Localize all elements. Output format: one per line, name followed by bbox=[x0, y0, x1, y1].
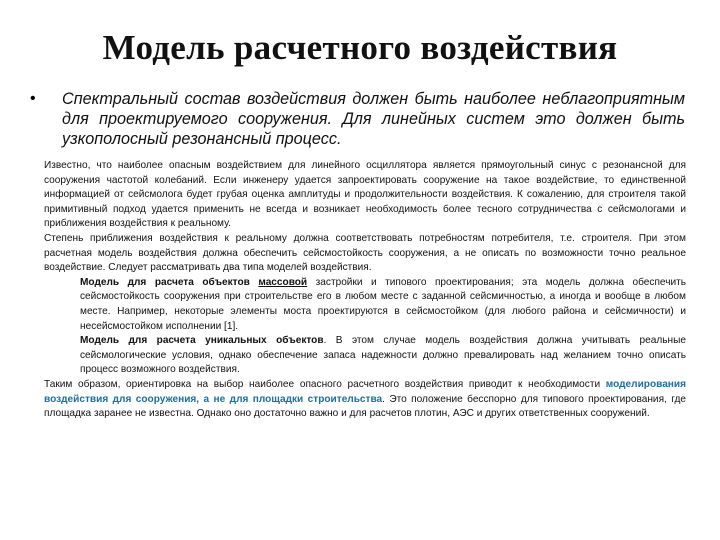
paragraph-unique-model bbox=[80, 334, 686, 378]
conclusion-start: Таким образом, ориентировка на выбор наиболее опасного расчетного воздействия приводит к необходимости bbox=[44, 378, 606, 390]
bullet-dot-icon: • bbox=[30, 90, 36, 107]
paragraph-1: Известно, что наиболее опасным воздействием для линейного осциллятора является прямоугольный синус с резонансной для сооружения частотой колебаний. Если инженеру удается запроектировать сооружение на такое воздействие, то единственной информацией от сейсмолога будет грубая оценка амплитуды и продолжительности воздействия. К сожалению, для строителя такой примитивный подход удается применить не всегда и возникает необходимость более тесного сотрудничества с сейсмологами и приближения воздействия к реальному. bbox=[44, 160, 686, 230]
mass-model-text: застройки и типового проектирования; эта модель должна обеспечить сейсмостойкость сооружения при строительстве его в любом месте с заданной сейсмичностью, а иногда и вообще в любом месте. Например, некоторые элементы моста проектируются в сейсмостойком (для любого района и сейсмичности) и несейсмостойком исполнении [1]. bbox=[80, 276, 686, 332]
paragraph-mass-model bbox=[80, 276, 686, 334]
mass-model-lead-underlined: массовой bbox=[258, 276, 308, 288]
conclusion-highlight: моделирования воздействия для сооружения, а не для площадки строительства bbox=[44, 378, 686, 405]
conclusion-end: . Это положение бесспорно для типового проектирования, где площадка заранее не известна. Однако оно достаточно важно и для расчетов плотин, АЭС и других ответственных сооружений. bbox=[44, 393, 686, 420]
paragraph-conclusion bbox=[44, 378, 686, 422]
body-text bbox=[44, 159, 686, 422]
unique-model-lead: Модель для расчета уникальных объектов bbox=[80, 335, 324, 347]
paragraph-2: Степень приближения воздействия к реальному должна соответствовать потребностям потребителя, т.е. строителя. При этом расчетная модель воздействия должна обеспечить сейсмостойкость сооружения, а не описать по возможности точно реальное воздействие. Следует рассматривать два типа моделей воздействия. bbox=[44, 232, 686, 274]
slide-title: Модель расчетного воздействия bbox=[102, 28, 618, 67]
bullet-item bbox=[30, 89, 685, 149]
bullet-text: Спектральный состав воздействия должен быть наиболее неблагоприятным для проектируемого сооружения. Для линейных систем это должен быть узкополосный резонансный процесс. bbox=[62, 90, 685, 148]
mass-model-lead: Модель для расчета объектов bbox=[80, 276, 259, 288]
unique-model-text: . В этом случае модель воздействия должна учитывать реальные сейсмологические условия, однако обеспечение запаса надежности должно превалировать над желанием точно описать процесс возможного воздействия. bbox=[80, 335, 686, 376]
